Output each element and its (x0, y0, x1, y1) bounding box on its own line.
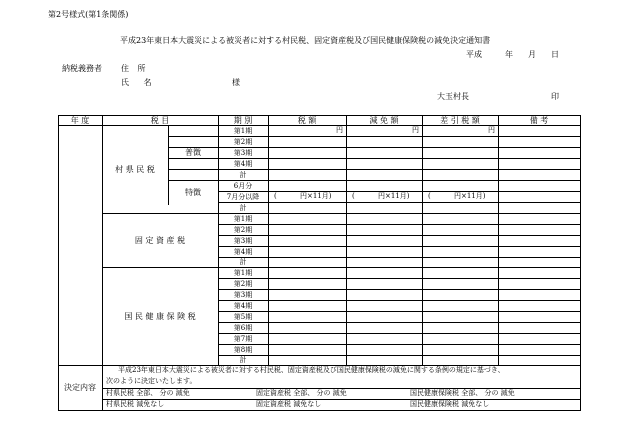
period-cell: 第4期 (233, 159, 253, 168)
header-net-amount: 差 引 税 額 (440, 115, 480, 125)
period-cell-total: 計 (239, 170, 247, 179)
period-cell: 第5期 (233, 312, 253, 321)
period-cell: 第1期 (233, 268, 253, 277)
decision-label: 決定内容 (64, 383, 96, 392)
decision-text-line1: 平成23年東日本大震災による被災者に対する村民税、固定資産税及び国民健康保険税の減免に関する条例の規定に基づき、 (118, 366, 505, 374)
name-label: 氏 名 (121, 78, 158, 87)
date-day: 日 (551, 50, 559, 59)
seal-mark: 印 (551, 92, 559, 101)
taxpayer-label: 納税義務者 (62, 64, 102, 73)
decision-text-line2: 次のように決定いたします。 (106, 377, 197, 385)
monthly-note: 円×11月) (378, 192, 410, 200)
honorific: 様 (232, 78, 240, 87)
period-cell: 第3期 (233, 148, 253, 157)
period-cell: 第1期 (233, 126, 253, 135)
village-decision-partial: 村県民税 全部、 分の 減免 (106, 389, 190, 397)
period-cell: 第2期 (233, 137, 253, 146)
period-cell-total: 計 (239, 258, 247, 266)
village-tax-label: 村 県 民 税 (115, 164, 155, 174)
yen-unit: 円 (488, 126, 495, 134)
period-cell: 第2期 (233, 279, 253, 288)
period-cell-total: 計 (239, 203, 247, 212)
header-reduction-amount: 減 免 額 (369, 115, 399, 125)
address-label: 住 所 (121, 64, 149, 73)
period-cell: 7月分以降 (226, 192, 260, 201)
form-number: 第2号様式(第1条関係) (48, 10, 129, 19)
period-cell-total: 計 (239, 356, 247, 364)
special-collection-label: 特徴 (185, 188, 201, 197)
period-cell: 第4期 (233, 247, 253, 256)
date-year: 年 (505, 50, 513, 59)
property-decision-partial: 固定資産税 全部、 分の 減免 (256, 389, 347, 397)
yen-unit: 円 (336, 126, 343, 134)
header-period: 期 別 (233, 115, 253, 125)
period-cell: 第4期 (233, 301, 253, 310)
health-tax-label: 国 民 健 康 保 険 税 (124, 311, 196, 321)
period-cell: 第6期 (233, 323, 253, 332)
document-title: 平成23年東日本大震災による被災者に対する村民税、固定資産税及び国民健康保険税の減免決定通知書 (120, 36, 491, 45)
date-month: 月 (528, 50, 536, 59)
issuer-name: 大玉村長 (437, 92, 469, 101)
period-cell: 6月分 (233, 181, 253, 190)
monthly-note: 円×11月) (454, 192, 486, 200)
header-remarks: 備 考 (529, 115, 549, 125)
regular-collection-label: 普徴 (185, 148, 201, 157)
health-decision-partial: 国民健康保険税 全部、 分の 減免 (410, 389, 515, 397)
yen-unit: 円 (412, 126, 419, 134)
period-cell: 第7期 (233, 334, 253, 343)
header-tax-amount: 税 額 (297, 115, 317, 125)
health-decision-none: 国民健康保険税 減免なし (410, 400, 490, 408)
monthly-note: 円×11月) (300, 192, 332, 200)
village-decision-none: 村県民税 減免なし (106, 400, 165, 408)
period-cell: 第3期 (233, 290, 253, 299)
monthly-note-open: ( (352, 192, 355, 200)
monthly-note-open: ( (428, 192, 431, 200)
property-tax-label: 固 定 資 産 税 (134, 235, 186, 245)
property-decision-none: 固定資産税 減免なし (256, 400, 322, 408)
date-era: 平成 (466, 50, 482, 59)
period-cell: 第2期 (233, 225, 253, 234)
header-tax-item: 税 目 (150, 115, 170, 125)
period-cell: 第1期 (233, 214, 253, 223)
monthly-note-open: ( (274, 192, 277, 200)
period-cell: 第8期 (233, 345, 253, 354)
header-year: 年 度 (70, 115, 90, 125)
period-cell: 第3期 (233, 236, 253, 245)
